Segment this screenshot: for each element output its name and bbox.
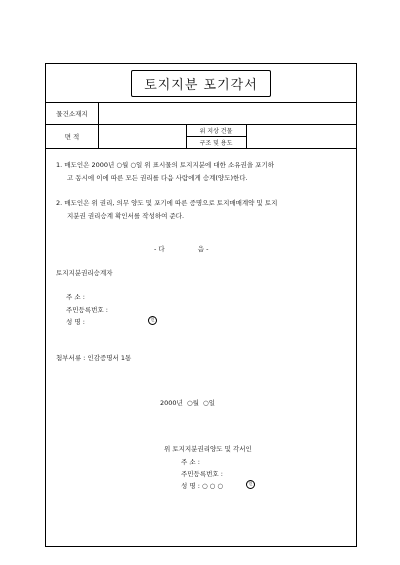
building-label-2: 구조 및 용도: [199, 140, 233, 147]
successor-seal: [148, 316, 157, 325]
property-location-row: [46, 102, 356, 125]
successor-heading: 토지지분권리승계자: [56, 269, 113, 277]
document-date: 2000년 ○월 ○일: [160, 399, 215, 407]
declarant-name-label: 성 명 : ○ ○ ○: [181, 482, 224, 490]
document-frame: [45, 63, 357, 547]
area-label: 면 적: [46, 124, 99, 148]
declarant-heading: 위 토지지분권리양도 및 각서인: [164, 445, 252, 453]
divider: [246, 124, 247, 148]
clause-1-line-2: 고 동시에 이에 따른 모든 권리를 다음 사람에게 승계(양도)한다.: [67, 174, 248, 182]
attachment-note: 첨부서류 : 인감증명서 1통: [56, 354, 132, 362]
document-title: 토지지분 포기각서: [131, 70, 271, 97]
clause-2-line-2: 지분권 권리승계 확인서를 작성하여 준다.: [67, 212, 185, 220]
successor-id-label: 주민등록번호 :: [66, 306, 108, 314]
area-row: [46, 124, 356, 149]
declarant-seal: [246, 480, 255, 489]
clause-2-line-1: 2. 매도인은 위 권리, 의무 양도 및 포기에 따른 증명으로 토지매매계약 및 토지: [56, 199, 278, 207]
divider: [186, 136, 246, 137]
seal-icon: 인: [148, 316, 157, 325]
seal-icon: 인: [246, 480, 255, 489]
clause-1-line-1: 1. 매도인은 2000년 ○월 ○일 위 표시물의 토지지분에 대한 소유권을 포기하: [56, 161, 275, 169]
declarant-id-label: 주민등록번호 :: [181, 470, 223, 478]
title-row: [46, 64, 356, 103]
successor-name-label: 성 명 :: [66, 318, 85, 326]
next-heading: - 다 음 -: [154, 245, 209, 253]
declarant-address-label: 주 소 :: [181, 458, 200, 466]
building-label-1: 위 지상 건물: [199, 128, 233, 135]
property-location-label: 물건소재지: [46, 102, 99, 124]
successor-address-label: 주 소 :: [66, 293, 85, 301]
